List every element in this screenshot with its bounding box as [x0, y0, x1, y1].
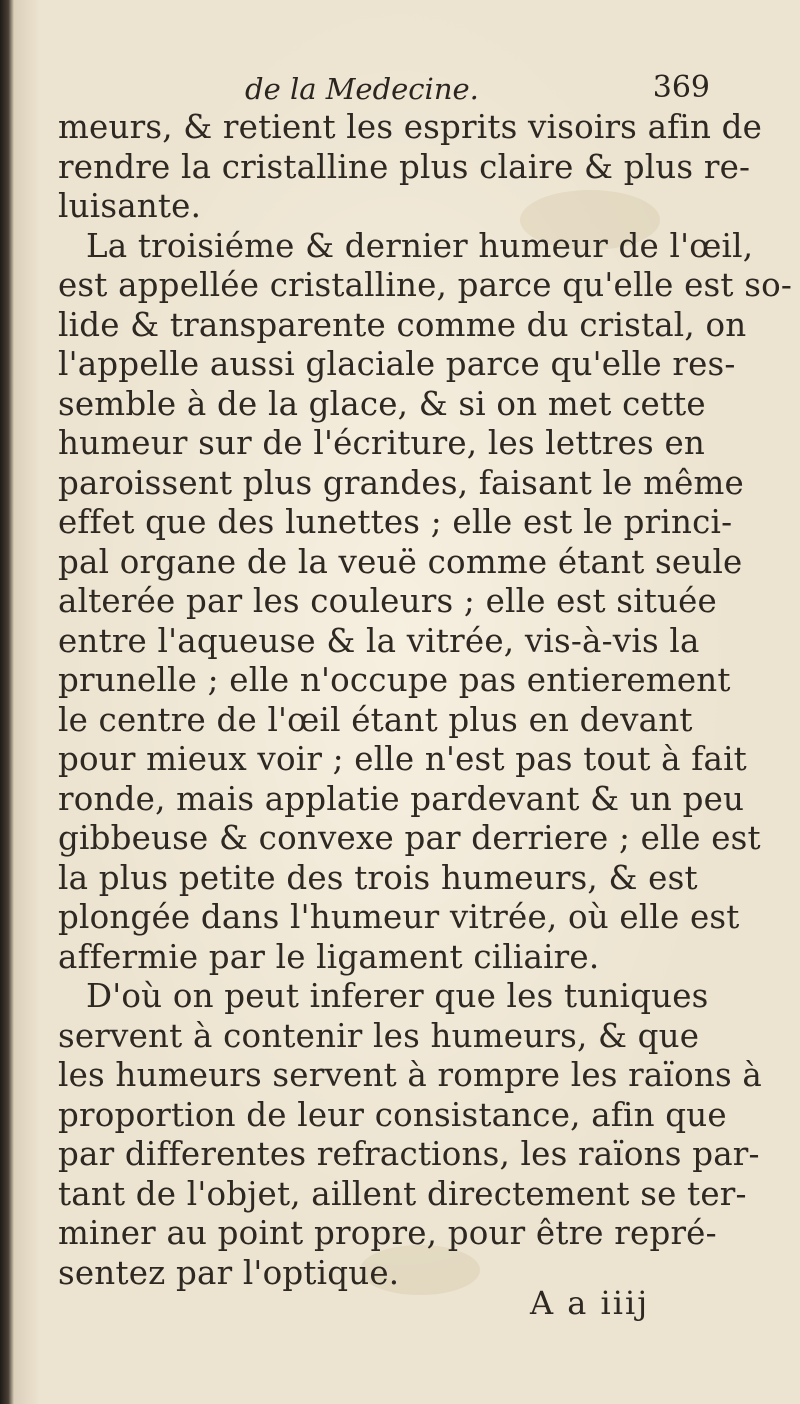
text-line: gibbeuse & convexe par derriere ; elle est [58, 819, 761, 857]
running-title: de la Medecine. [245, 72, 479, 106]
text-line: la plus petite des trois humeurs, & est [58, 858, 698, 897]
text-line: prunelle ; elle n'occupe pas entierement [58, 661, 731, 699]
paragraph-start-line: La troisiéme & dernier humeur de l'œil, [86, 226, 754, 265]
text-line: meurs, & retient les esprits visoirs afin de [58, 108, 763, 146]
text-line: plongée dans l'humeur vitrée, où elle est [58, 898, 740, 936]
text-line: effet que des lunettes ; elle est le princi- [58, 503, 733, 541]
text-line: semble à de la glace, & si on met cette [58, 384, 706, 423]
binding-edge [0, 0, 14, 1404]
signature-mark: A a iiij [530, 1284, 650, 1322]
text-line: tant de l'objet, aillent directement se ter- [58, 1174, 747, 1213]
text-line: sentez par l'optique. [58, 1253, 400, 1292]
text-line: servent à contenir les humeurs, & que [58, 1016, 700, 1055]
text-line: rendre la cristalline plus claire & plus re- [58, 147, 751, 186]
text-line: pour mieux voir ; elle n'est pas tout à fait [58, 740, 747, 778]
text-line: alterée par les couleurs ; elle est située [58, 582, 717, 620]
text-line: les humeurs servent à rompre les raïons à [58, 1056, 762, 1094]
page-number: 369 [652, 70, 710, 105]
text-line: le centre de l'œil étant plus en devant [58, 700, 693, 739]
text-line: l'appelle aussi glaciale parce qu'elle res- [58, 345, 736, 383]
text-line: par differentes refractions, les raïons par- [58, 1135, 760, 1173]
text-line: miner au point propre, pour être repré- [58, 1214, 717, 1252]
text-line: ronde, mais applatie pardevant & un peu [58, 779, 745, 818]
text-line: humeur sur de l'écriture, les lettres en [58, 424, 706, 462]
text-line: pal organe de la veuë comme étant seule [58, 542, 743, 581]
text-line: entre l'aqueuse & la vitrée, vis-à-vis la [58, 621, 700, 660]
body-text [58, 108, 793, 1293]
text-line: est appellée cristalline, parce qu'elle est so- [58, 266, 793, 304]
text-line: lide & transparente comme du cristal, on [58, 305, 747, 344]
text-line: proportion de leur consistance, afin que [58, 1095, 727, 1134]
text-line: luisante. [58, 187, 202, 225]
paragraph-start-line: D'où on peut inferer que les tuniques [86, 977, 709, 1015]
text-line: paroissent plus grandes, faisant le même [58, 463, 744, 502]
text-line: affermie par le ligament ciliaire. [58, 937, 600, 976]
